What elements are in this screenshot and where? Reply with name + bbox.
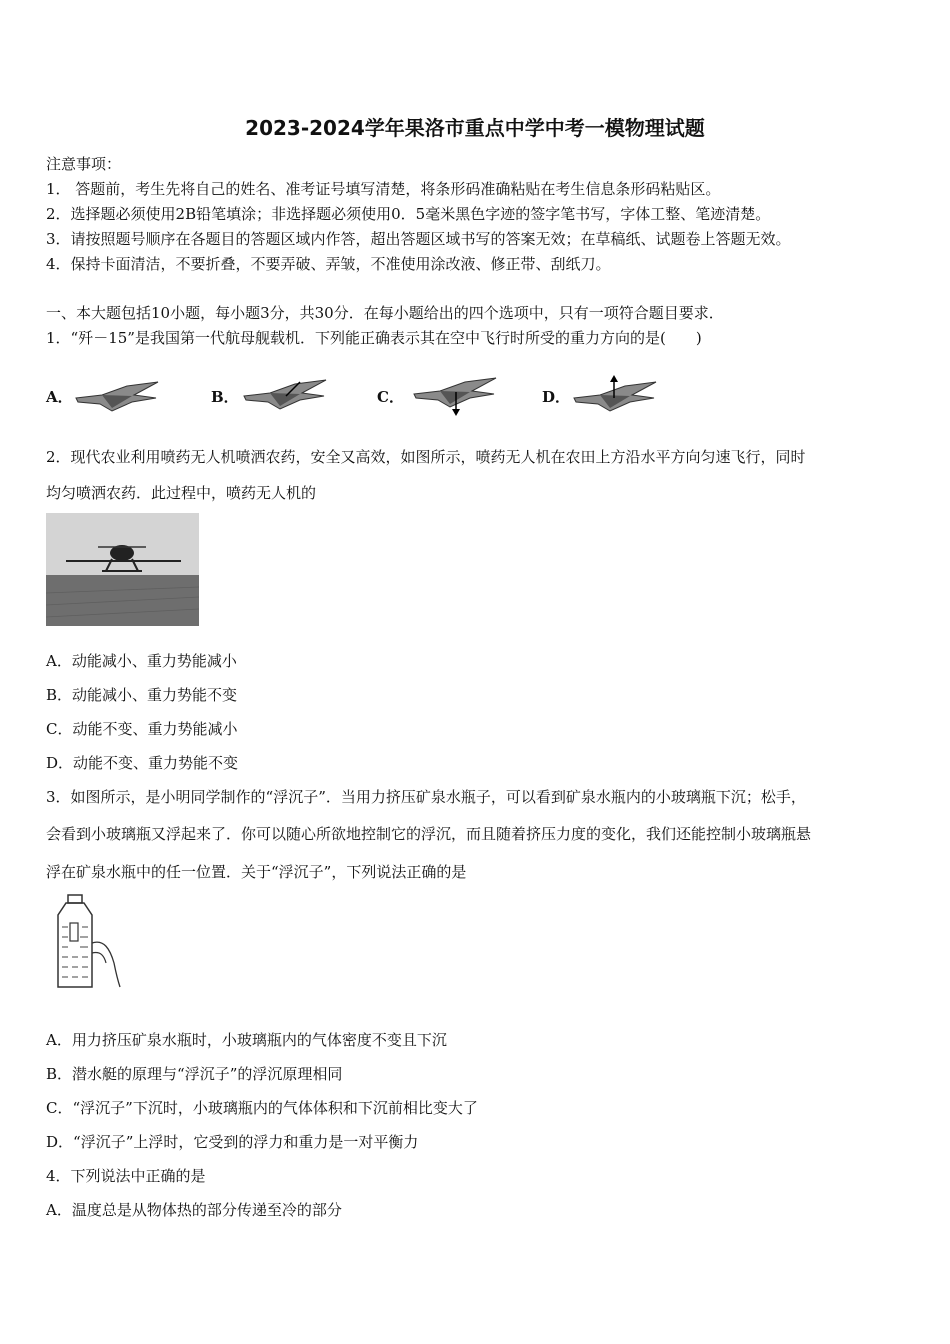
q2-stem-line-2: 均匀喷洒农药．此过程中，喷药无人机的: [46, 484, 317, 502]
q4-option-a: A．温度总是从物体热的部分传递至冷的部分: [46, 1201, 342, 1219]
notice-item-4: 4．保持卡面清洁，不要折叠，不要弄破、弄皱，不准使用涂改液、修正带、刮纸刀。: [46, 255, 611, 273]
notice-item-2: 2．选择题必须使用2B铅笔填涂；非选择题必须使用0．5毫米黑色字迹的签字笔书写，字体工整、笔迹清楚。: [46, 205, 771, 223]
q1-option-b-label: B．: [211, 388, 239, 406]
q3-option-c: C．“浮沉子”下沉时，小玻璃瓶内的气体体积和下沉前相比变大了: [46, 1099, 478, 1117]
notice-item-1: 1． 答题前，考生先将自己的姓名、准考证号填写清楚，将条形码准确粘贴在考生信息条形码粘贴区。: [46, 180, 721, 198]
jet-figure-d: [570, 374, 660, 418]
jet-figure-c: [410, 374, 500, 418]
q1-option-a-label: A．: [46, 388, 73, 406]
section-heading: 一、本大题包括10小题，每小题3分，共30分．在每小题给出的四个选项中，只有一项符合题目要求．: [46, 304, 724, 322]
q4-stem: 4．下列说法中正确的是: [46, 1167, 206, 1185]
notice-item-3: 3．请按照题号顺序在各题目的答题区域内作答，超出答题区域书写的答案无效；在草稿纸、试题卷上答题无效。: [46, 230, 791, 248]
q2-option-d: D．动能不变、重力势能不变: [46, 754, 239, 772]
jet-figure-b: [240, 376, 330, 416]
q1-option-c-label: C．: [377, 388, 404, 406]
q3-option-d: D．“浮沉子”上浮时，它受到的浮力和重力是一对平衡力: [46, 1133, 419, 1151]
q1-option-d-label: D．: [542, 388, 571, 406]
q3-option-a: A．用力挤压矿泉水瓶时，小玻璃瓶内的气体密度不变且下沉: [46, 1031, 447, 1049]
notice-heading: 注意事项：: [46, 155, 122, 173]
q3-stem-line-2: 会看到小玻璃瓶又浮起来了．你可以随心所欲地控制它的浮沉，而且随着挤压力度的变化，我们还能控制小玻璃瓶悬: [46, 825, 812, 843]
q2-option-a: A．动能减小、重力势能减小: [46, 652, 237, 670]
q3-stem-line-1: 3．如图所示，是小明同学制作的“浮沉子”．当用力挤压矿泉水瓶子，可以看到矿泉水瓶内的小玻璃瓶下沉；松手，: [46, 788, 806, 806]
q2-option-b: B．动能减小、重力势能不变: [46, 686, 238, 704]
jet-figure-a: [72, 378, 162, 418]
q2-stem-line-1: 2．现代农业利用喷药无人机喷洒农药，安全又高效，如图所示，喷药无人机在农田上方沿水平方向匀速飞行，同时: [46, 448, 806, 466]
q2-option-c: C．动能不变、重力势能减小: [46, 720, 238, 738]
q3-stem-line-3: 浮在矿泉水瓶中的任一位置．关于“浮沉子”，下列说法正确的是: [46, 863, 467, 881]
q3-option-b: B．潜水艇的原理与“浮沉子”的浮沉原理相同: [46, 1065, 343, 1083]
drone-photo: [46, 513, 199, 626]
q1-stem: 1．“歼－15”是我国第一代航母舰载机．下列能正确表示其在空中飞行时所受的重力方向的是( ): [46, 329, 702, 347]
drone-figure: [46, 513, 199, 626]
page-title: 2023-2024学年果洛市重点中学中考一模物理试题: [245, 116, 705, 140]
bottle-figure: [52, 893, 127, 993]
